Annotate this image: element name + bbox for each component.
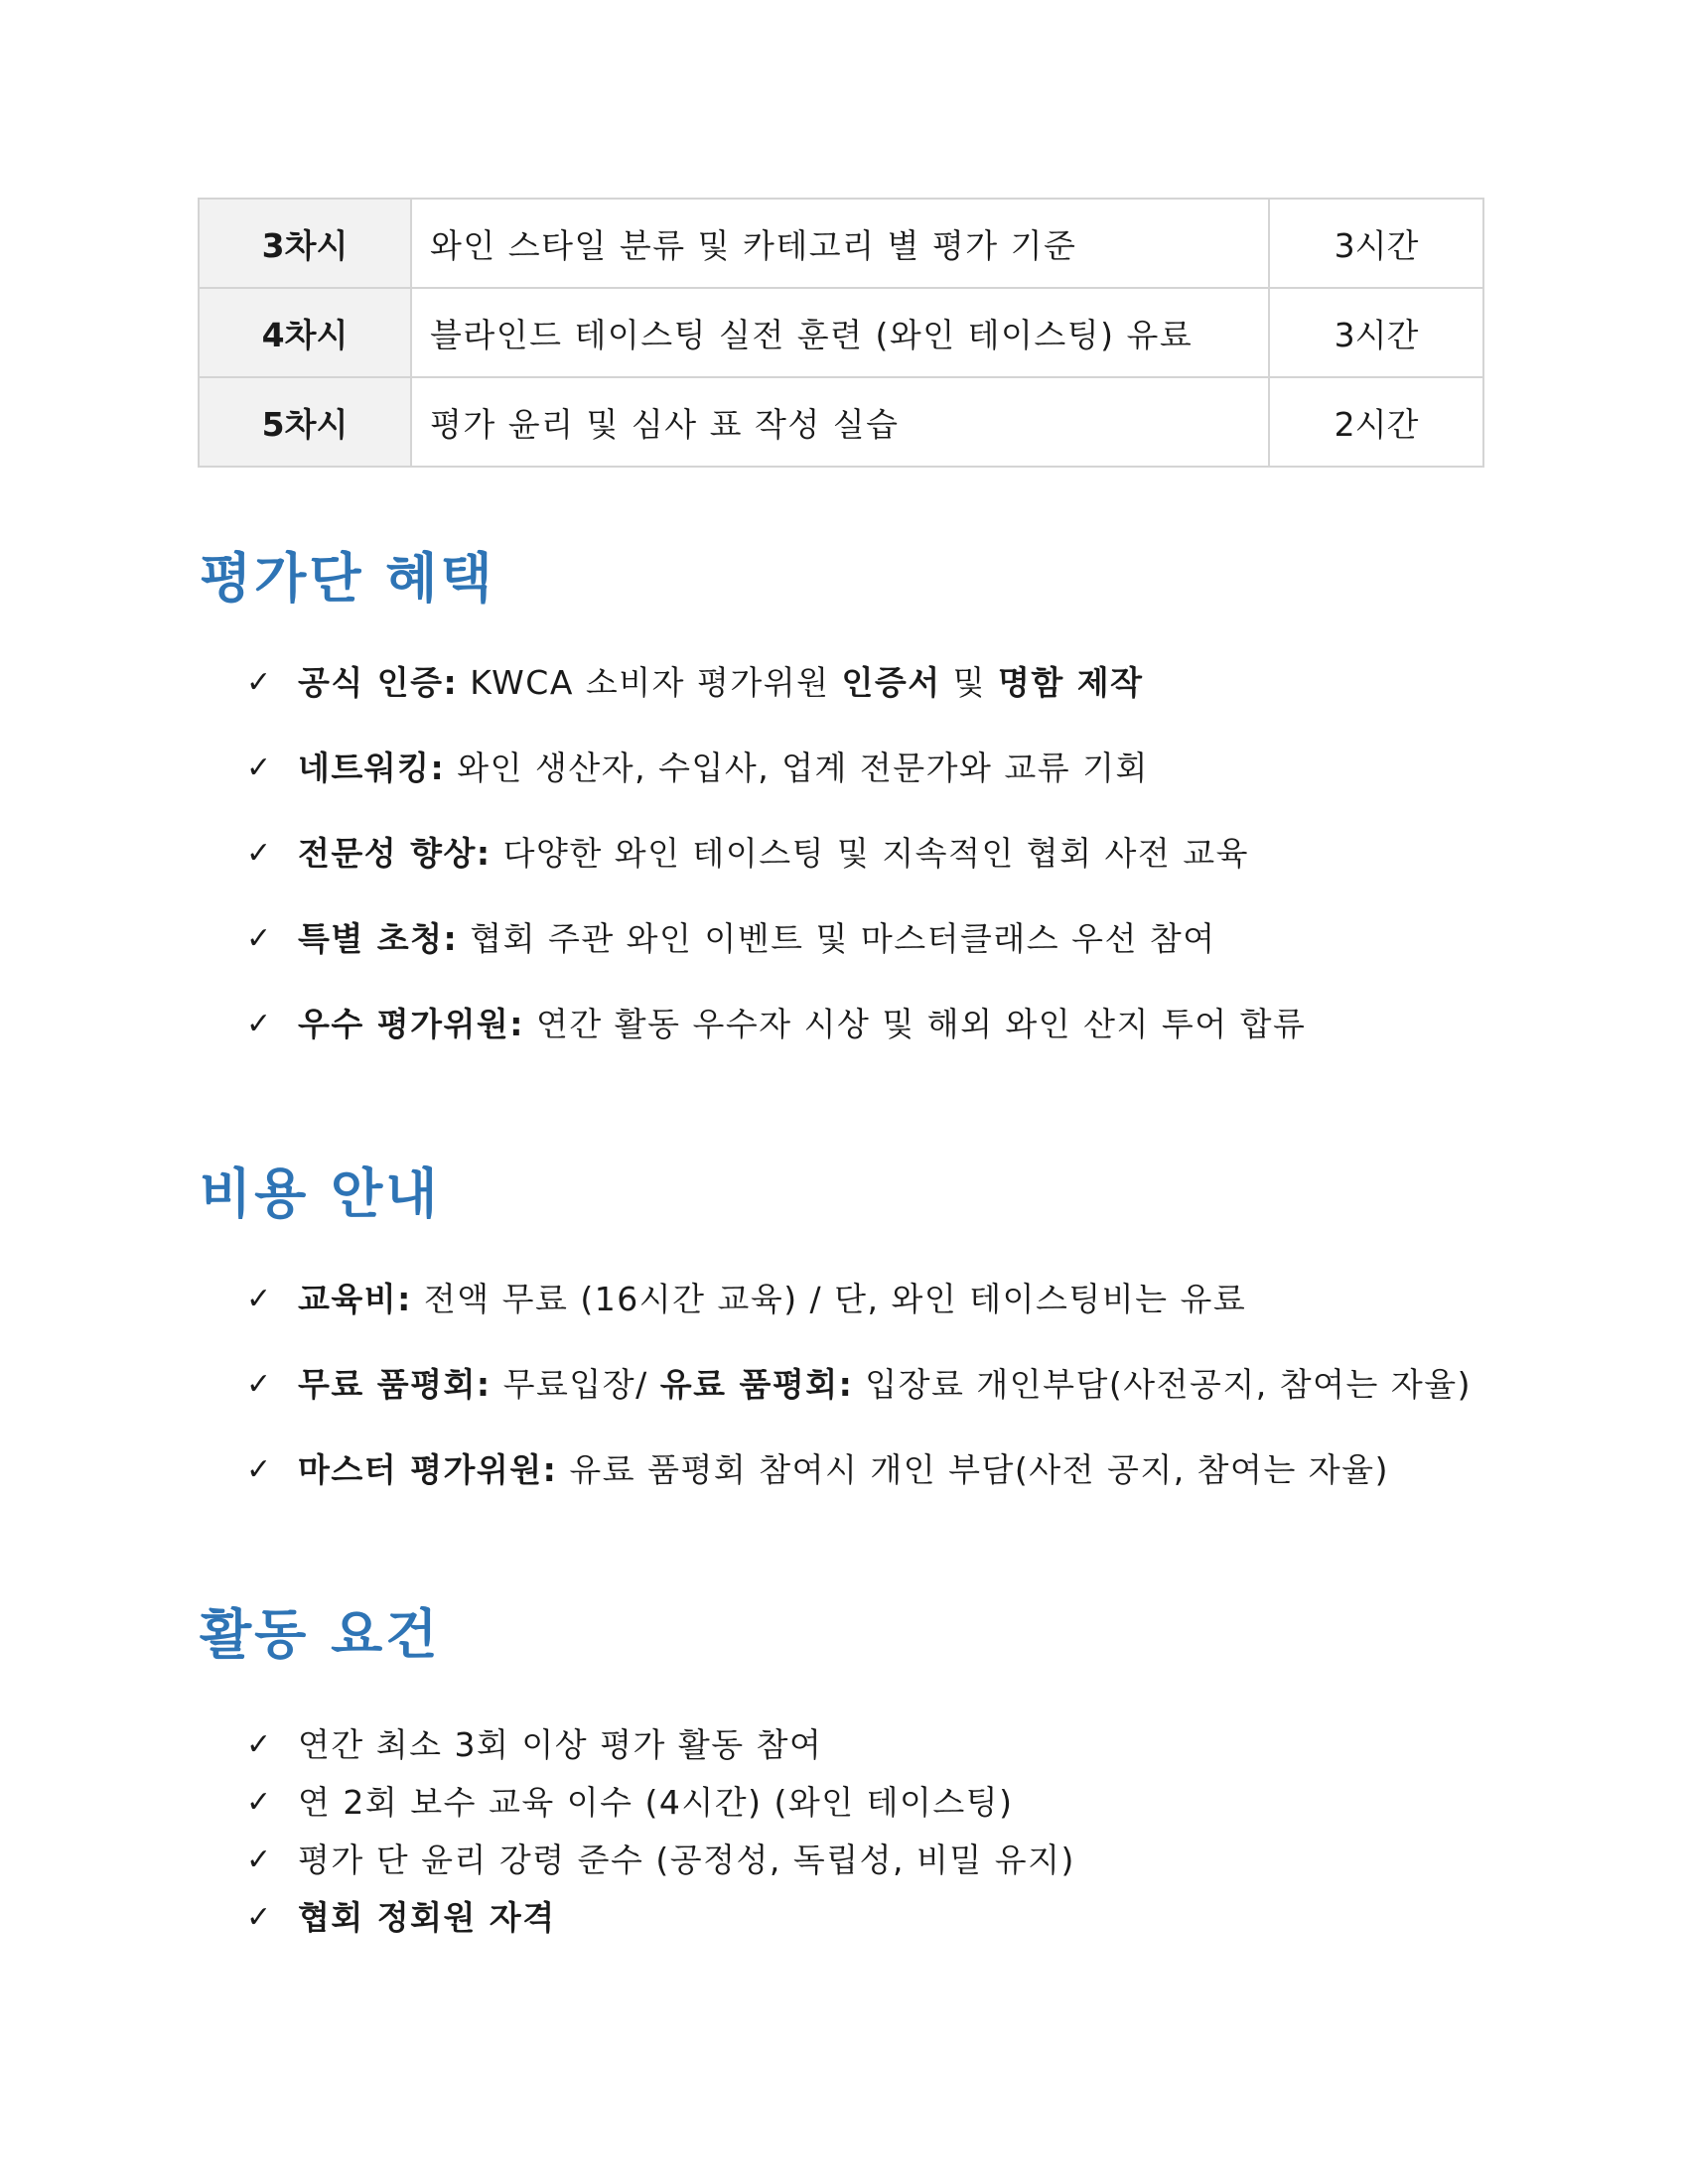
requirements-list (246, 1725, 1075, 1956)
item-text: 및 (940, 663, 999, 702)
session-cell: 3차시 (199, 199, 411, 288)
item-label: 네트워킹: (298, 749, 446, 787)
costs-list (246, 1280, 1472, 1536)
checkmark-icon: ✓ (246, 921, 273, 956)
item-label: 전문성 향상: (298, 834, 492, 873)
item-emphasis: 명함 제작 (998, 663, 1144, 702)
item-text: 무료입장/ (491, 1365, 660, 1404)
list-item (246, 834, 1306, 874)
item-label: 유료 품평회: (659, 1365, 854, 1404)
list-item (246, 1365, 1472, 1405)
requirements-heading: 활동 요건 (200, 1603, 441, 1666)
item-text: 연 2회 보수 교육 이수 (4시간) (와인 테이스팅) (298, 1783, 1014, 1822)
item-label: 교육비: (298, 1280, 412, 1318)
list-item (246, 1280, 1472, 1319)
checkmark-icon: ✓ (246, 1007, 273, 1041)
list-item (246, 1450, 1472, 1490)
list-item (246, 663, 1306, 703)
list-item (246, 1841, 1075, 1880)
table-row (199, 199, 1483, 288)
list-item (246, 1898, 1075, 1938)
item-text: 평가 단 윤리 강령 준수 (공정성, 독립성, 비밀 유지) (298, 1841, 1075, 1879)
list-item (246, 919, 1306, 959)
checkmark-icon: ✓ (246, 1727, 273, 1762)
checkmark-icon: ✓ (246, 1282, 273, 1316)
item-text: 협회 정회원 자격 (298, 1898, 556, 1937)
item-label: 특별 초청: (298, 919, 459, 958)
table-row (199, 377, 1483, 467)
item-text: 입장료 개인부담(사전공지, 참여는 자율) (853, 1365, 1473, 1404)
checkmark-icon: ✓ (246, 1367, 273, 1402)
benefits-list (246, 663, 1306, 1090)
item-text: 연간 활동 우수자 시상 및 해외 와인 산지 투어 합류 (523, 1005, 1307, 1043)
list-item (246, 1725, 1075, 1765)
session-cell: 4차시 (199, 288, 411, 377)
item-text: 전액 무료 (16시간 교육) / 단, 와인 테이스팅비는 유료 (411, 1280, 1247, 1318)
item-text: 협회 주관 와인 이벤트 및 마스터클래스 우선 참여 (458, 919, 1216, 958)
costs-heading: 비용 안내 (200, 1162, 441, 1225)
item-text: KWCA 소비자 평가위원 (458, 663, 842, 702)
item-label: 우수 평가위원: (298, 1005, 524, 1043)
checkmark-icon: ✓ (246, 836, 273, 871)
item-text: 다양한 와인 테이스팅 및 지속적인 협회 사전 교육 (491, 834, 1250, 873)
topic-cell: 평가 윤리 및 심사 표 작성 실습 (411, 377, 1269, 467)
duration-cell: 3시간 (1269, 288, 1483, 377)
duration-cell: 3시간 (1269, 199, 1483, 288)
checkmark-icon: ✓ (246, 751, 273, 785)
item-text: 와인 생산자, 수입사, 업계 전문가와 교류 기회 (445, 749, 1149, 787)
item-text: 연간 최소 3회 이상 평가 활동 참여 (298, 1725, 823, 1764)
list-item (246, 1783, 1075, 1823)
item-text: 유료 품평회 참여시 개인 부담(사전 공지, 참여는 자율) (557, 1450, 1389, 1489)
checkmark-icon: ✓ (246, 1785, 273, 1820)
item-label: 마스터 평가위원: (298, 1450, 558, 1489)
item-label: 공식 인증: (298, 663, 459, 702)
duration-cell: 2시간 (1269, 377, 1483, 467)
item-label: 무료 품평회: (298, 1365, 492, 1404)
topic-cell: 와인 스타일 분류 및 카테고리 별 평가 기준 (411, 199, 1269, 288)
table-row (199, 288, 1483, 377)
checkmark-icon: ✓ (246, 1843, 273, 1877)
session-cell: 5차시 (199, 377, 411, 467)
list-item (246, 749, 1306, 788)
schedule-table (198, 198, 1484, 468)
checkmark-icon: ✓ (246, 665, 273, 700)
benefits-heading: 평가단 혜택 (200, 547, 495, 610)
topic-cell: 블라인드 테이스팅 실전 훈련 (와인 테이스팅) 유료 (411, 288, 1269, 377)
item-emphasis: 인증서 (841, 663, 941, 702)
list-item (246, 1005, 1306, 1044)
checkmark-icon: ✓ (246, 1452, 273, 1487)
checkmark-icon: ✓ (246, 1900, 273, 1935)
